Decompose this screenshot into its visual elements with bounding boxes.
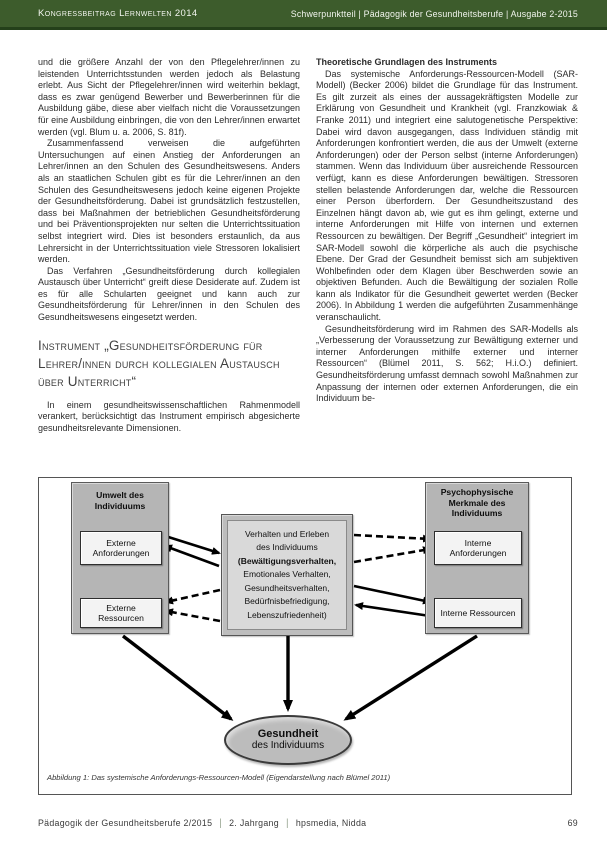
panel-psychophysisch-title: Psychophysische Merkmale des Individuums	[440, 487, 514, 518]
paragraph: Das Verfahren „Gesundheitsförderung durch kollegialen Austausch über Unterricht“ greift diese Desiderate auf. Zudem ist es für alle Schularten geeignet und kann auch zur Gesundheitsförderung für Lehrer/innen in den Schulen des Gesundheitswesens eingesetzt werden.	[38, 265, 300, 323]
ellipse-title: Gesundheit	[257, 728, 319, 740]
center-line: des Individuums	[256, 542, 318, 553]
box-interne-ressourcen: Interne Ressourcen	[434, 598, 522, 628]
paragraph: Das systemische Anforderungs-Ressourcen-Modell (SAR-Modell) (Becker 2006) bildet die Grundlage für das Instrument. Es gilt zurzeit als eines der aussagekräftigsten Modelle zur Erklärung von Gesundheit und Krankheit (vgl. Franzkowiak & Franke 2011) und integriert eine salutogenetische Perspektive: Dabei wird davon ausgegangen, dass Individuen ständig mit Anforderungen konfrontiert werden, die aus der Umwelt (externe Anforderungen) oder der Person selbst (interne Anforderungen) stammen. Wenn das Individuum über ausreichende Ressourcen verfügt, kann es diese Anforderungen bewältigen. Stressoren stellen belastende Anforderungen dar, welche die Ressourcen einer Person überfordern. Der Gesundheitszustand des Einzelnen hängt davon ab, wie gut es ihm gelingt, externe und interne Anforderungen mit Hilfe von internen und externen Ressourcen zu bewältigen. Der Begriff „Gesundheit“ integriert im SAR-Modell sowohl die körperliche als auch die psychische Ebene. Der Grad der Gesundheit bemisst sich am subjektiven Wohlbefinden oder dem Klagen über Beschwerden sowie an objektiven Befunden. Auch die Bewältigung der sozialen Rolle kann als Indikator für die Gesundheit gewertet werden (Becker 2006). In Abbildung 1 werden die aufgeführten Zusammenhänge veranschaulicht.	[316, 68, 578, 323]
paragraph: Gesundheitsförderung wird im Rahmen des SAR-Modells als „Verbesserung der Voraussetzung zur Bewältigung externer und interner Anforderungen mithilfe externer und interner Ressourcen“ (Blümel 2011, S. 562; H.i.O.) definiert. Gesundheitsförderung umfasst demnach sowohl Maßnahmen zur Anpassung der internen oder externen Anforderungen, die ein Individuum be-	[316, 323, 578, 404]
article-body	[38, 57, 578, 475]
paragraph: und die größere Anzahl der von den Pflegelehrer/innen zu leistenden Unterrichtsstunden werden jedoch als Belastung erlebt. Aus Sicht der Pflegelehrer/innen wird weiterhin beklagt, dass es zwar genügend Bewerber und Bewerberinnen für die Ausbildung gäbe, diese aber vielfach nicht die Voraussetzungen für eine Ausbildung einbringen, die von den Lehrer/innen erwartet werden (vgl. Blum u. a. 2006, S. 81f).	[38, 57, 300, 137]
header-issue-label: Schwerpunktteil | Pädagogik der Gesundheitsberufe | Ausgabe 2-2015	[290, 8, 578, 19]
center-line: Verhalten und Erleben	[244, 529, 330, 540]
right-column	[316, 57, 578, 475]
box-externe-ressourcen: Externe Ressourcen	[80, 598, 162, 628]
footer-journal: Pädagogik der Gesundheitsberufe 2/2015	[38, 818, 213, 828]
footer-separator: |	[219, 818, 223, 829]
panel-umwelt	[71, 482, 169, 634]
footer-publisher: hpsmedia, Nidda	[295, 818, 367, 828]
box-verhalten-erleben-text	[227, 520, 347, 630]
box-verhalten-erleben	[221, 514, 353, 636]
panel-umwelt-title: Umwelt des Individuums	[94, 490, 146, 511]
center-line: Emotionales Verhalten,	[243, 569, 331, 580]
panel-psychophysisch	[425, 482, 529, 634]
paragraph: In einem gesundheitswissenschaftlichen Rahmenmodell verankert, berücksichtigt das Instrument empirisch abgesicherte gesundheitsrelevante Dimensionen.	[38, 399, 300, 433]
center-line: Bedürfnisbefriedigung,	[244, 596, 330, 607]
page-number: 69	[567, 818, 578, 828]
footer-volume: 2. Jahrgang	[229, 818, 279, 828]
subsection-heading: Theoretische Grundlagen des Instruments	[316, 57, 498, 67]
paragraph: Zusammenfassend verweisen die aufgeführten Untersuchungen auf einen Anstieg der Anforderungen an Lehrer/innen an den Schulen des Gesundheitswesens. Anders als an staatlichen Schulen gibt es für die Lehrer/innen an den Schulen des Gesundheitswesens jedoch keine eigenen Projekte der Gesundheitsförderung. Dabei ist grundsätzlich festzustellen, dass bei Maßnahmen der betrieblichen Gesundheitsförderung und bei Präventionsprojekten nur selten die Unterrichtssituation selbst integriert wird. Dies ist besonders erstaunlich, da aus Lehrersicht in der Unterrichtssituation viele Stressoren lokalisiert werden.	[38, 138, 300, 265]
center-line: Gesundheitsverhalten,	[244, 582, 330, 593]
box-interne-anforderungen: Interne Anforderungen	[434, 531, 522, 565]
page-footer	[38, 818, 578, 829]
center-line: Lebenszufriedenheit)	[247, 609, 327, 620]
footer-separator: |	[285, 818, 289, 829]
left-column	[38, 57, 300, 475]
figure-caption: Abbildung 1: Das systemische Anforderungs-Ressourcen-Modell (Eigendarstellung nach Blümel 2011)	[47, 773, 391, 782]
ellipse-gesundheit	[224, 715, 352, 765]
figure-sar-model	[38, 477, 572, 795]
page-header-band	[0, 0, 607, 30]
center-line-bold: (Bewältigungsverhalten,	[237, 555, 337, 566]
header-conference-label: Kongressbeitrag Lernwelten 2014	[38, 8, 198, 19]
section-heading: Instrument „Gesundheitsförderung für Lehrer/innen durch kollegialen Austausch über Unterricht“	[38, 337, 280, 389]
ellipse-subtitle: des Individuums	[251, 740, 325, 751]
footer-left	[38, 818, 366, 829]
box-externe-anforderungen: Externe Anforderungen	[80, 531, 162, 565]
